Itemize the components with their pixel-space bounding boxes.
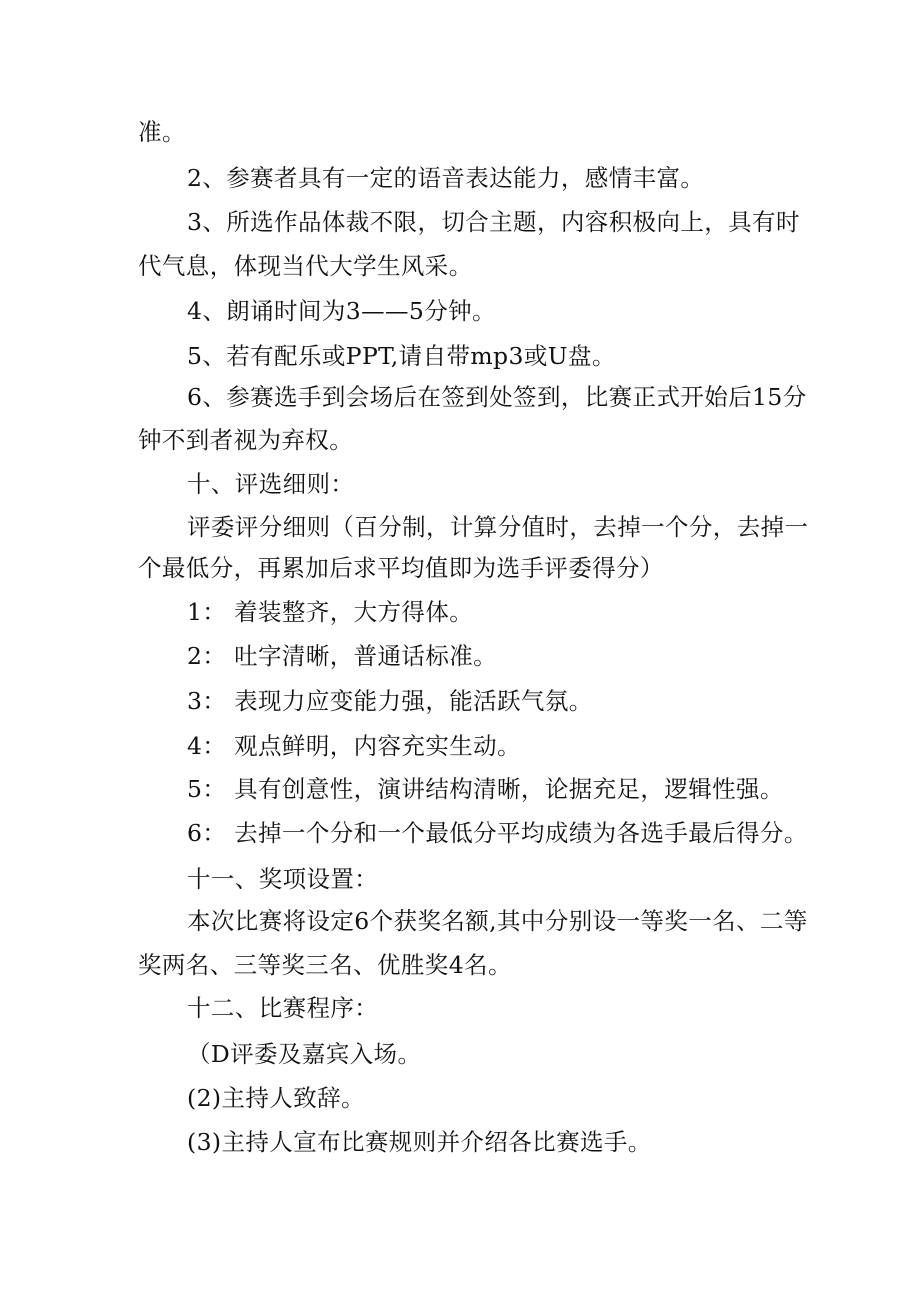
text-line: 2、参赛者具有一定的语音表达能力，感情丰富。 bbox=[187, 164, 705, 192]
list-item: (3)主持人宣布比赛规则并介绍各比赛选手。 bbox=[187, 1128, 652, 1156]
list-item: 5： 具有创意性，演讲结构清晰，论据充足，逻辑性强。 bbox=[187, 775, 784, 803]
text-line: 本次比赛将设定6个获奖名额,其中分别设一等奖一名、二等 bbox=[187, 907, 808, 935]
text-line: 准。 bbox=[138, 118, 186, 146]
list-item: 4： 观点鲜明，内容充实生动。 bbox=[187, 732, 521, 760]
text-line: 钟不到者视为弃权。 bbox=[138, 426, 354, 454]
list-item: (2)主持人致辞。 bbox=[187, 1084, 365, 1112]
text-line: 评委评分细则（百分制，计算分值时，去掉一个分，去掉一 bbox=[187, 513, 809, 541]
list-item: 2： 吐字清晰，普通话标准。 bbox=[187, 642, 498, 670]
text-line: 5、若有配乐或PPT,请自带mp3或U盘。 bbox=[187, 342, 616, 370]
text-line: 奖两名、三等奖三名、优胜奖4名。 bbox=[138, 951, 512, 979]
text-line: 代气息，体现当代大学生风采。 bbox=[138, 252, 473, 280]
list-item: 1： 着装整齐，大方得体。 bbox=[187, 598, 474, 626]
section-heading: 十、评选细则： bbox=[187, 470, 355, 498]
section-heading: 十一、奖项设置： bbox=[187, 865, 379, 893]
list-item: 6： 去掉一个分和一个最低分平均成绩为各选手最后得分。 bbox=[187, 819, 808, 847]
list-item: （D评委及嘉宾入场。 bbox=[187, 1040, 422, 1068]
section-heading: 十二、比赛程序： bbox=[187, 994, 379, 1022]
text-line: 4、朗诵时间为3——5分钟。 bbox=[187, 297, 496, 325]
text-line: 3、所选作品体裁不限，切合主题，内容积极向上，具有时 bbox=[187, 208, 800, 236]
text-line: 6、参赛选手到会场后在签到处签到，比赛正式开始后15分 bbox=[187, 383, 807, 411]
text-line: 个最低分，再累加后求平均值即为选手评委得分） bbox=[138, 554, 664, 582]
list-item: 3： 表现力应变能力强，能活跃气氛。 bbox=[187, 687, 593, 715]
